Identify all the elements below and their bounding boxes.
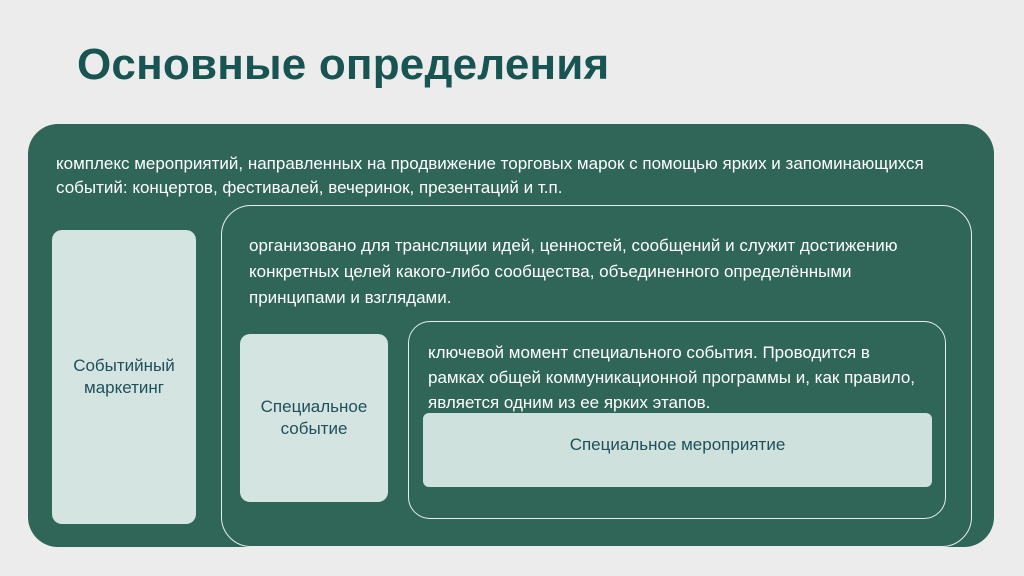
slide-title: Основные определения	[77, 40, 610, 89]
special-event-label: Специальное событие	[240, 334, 388, 502]
event-marketing-label: Событийный маркетинг	[52, 230, 196, 524]
special-activity-definition: ключевой момент специального события. Проводится в рамках общей коммуникационной программы и, как правило, является одним из ее ярких этапов.	[428, 343, 916, 412]
special-event-definition: организовано для трансляции идей, ценностей, сообщений и служит достижению конкретных целей какого-либо сообщества, объединенного определёнными принципами и взглядами.	[249, 236, 898, 307]
event-marketing-definition: комплекс мероприятий, направленных на продвижение торговых марок с помощью ярких и запоминающихся событий: концертов, фестивалей, вечеринок, презентаций и т.п.	[56, 154, 924, 197]
special-activity-label: Специальное мероприятие	[423, 413, 932, 487]
